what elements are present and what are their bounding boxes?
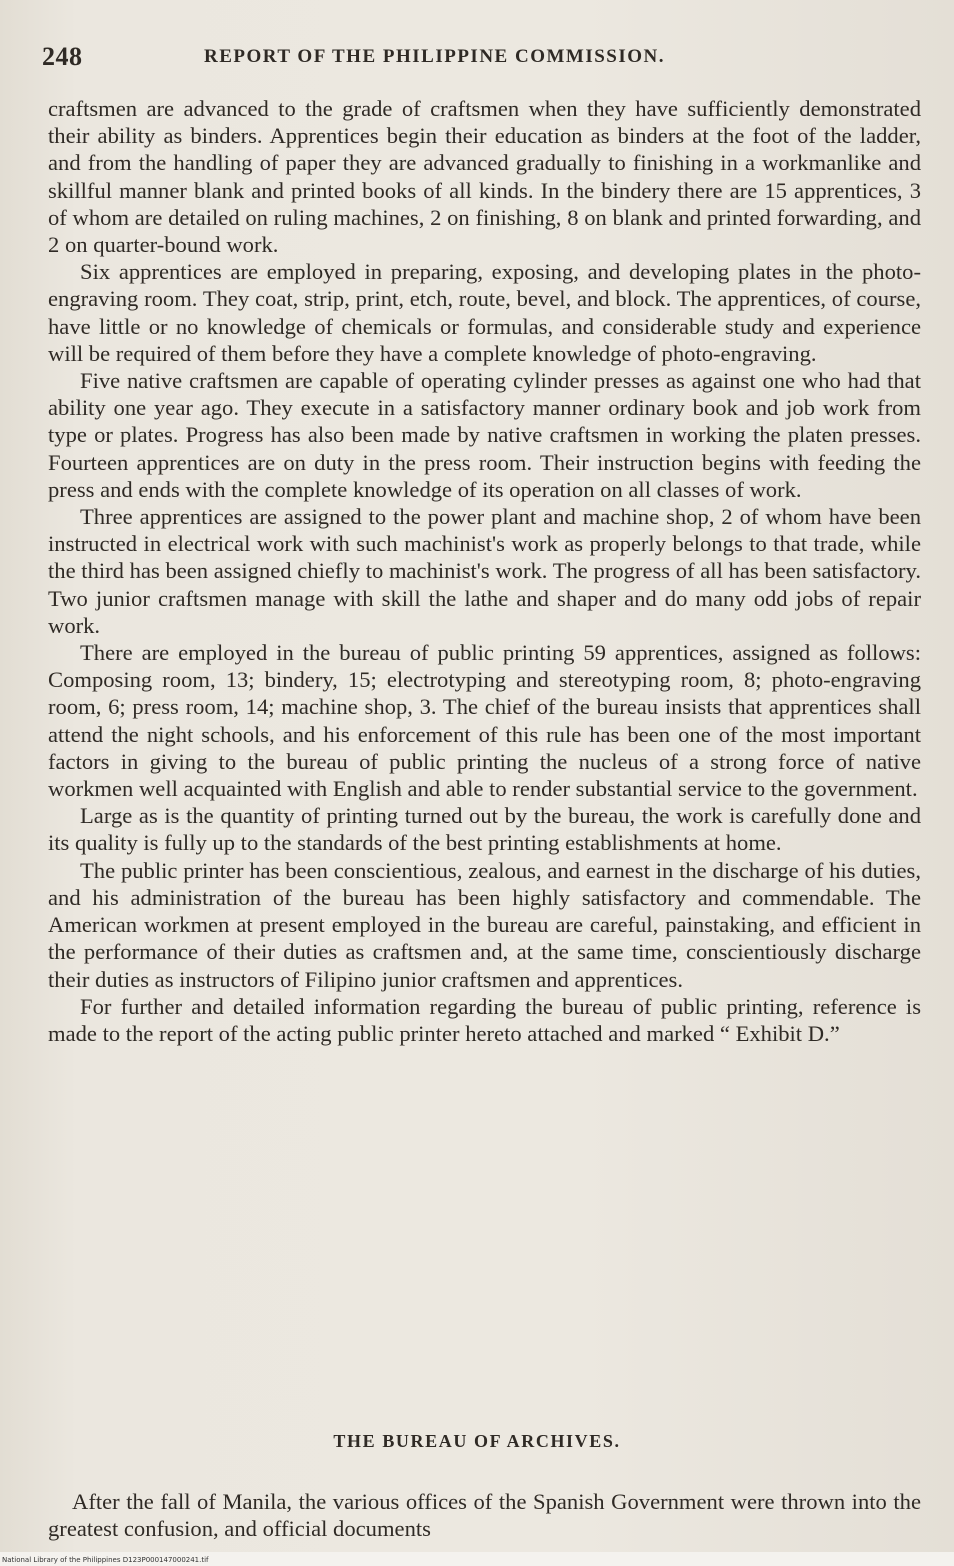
paragraph-continued: craftsmen are advanced to the grade of craftsmen when they have sufficiently demonstrated their ability as binders. Apprentices begin their education as binders at the foot of the ladder, and from the handling of paper they are advanced gradually to finishing in a workmanlike and skillful manner blank and printed books of all kinds. In the bindery there are 15 apprentices, 3 of whom are detailed on ruling machines, 2 on finishing, 8 on blank and printed forwarding, and 2 on quarter-bound work. [48, 96, 921, 258]
scan-credit: National Library of the Philippines D123P000147000241.tif [2, 1556, 209, 1564]
scan-footer [0, 1552, 954, 1566]
paragraph-photo-engraving: Six apprentices are employed in preparing, exposing, and developing plates in the photo-engraving room. They coat, strip, print, etch, route, bevel, and block. The apprentices, of course, have little or no knowledge of chemicals or formulas, and considerable study and experience will be required of them before they have a complete knowledge of photo-engraving. [48, 259, 921, 366]
paragraph-bureau-of-archives: After the fall of Manila, the various offices of the Spanish Government were thrown into the greatest confusion, and official documents [48, 1489, 921, 1542]
paragraph-further-information: For further and detailed information regarding the bureau of public printing, reference is made to the report of the acting public printer hereto attached and marked “ Exhibit D.” [48, 993, 921, 1046]
paragraph-quality: Large as is the quantity of printing turned out by the bureau, the work is carefully done and its quality is fully up to the standards of the best printing establishments at home. [48, 803, 921, 856]
section-body [48, 1488, 921, 1542]
paragraph-press-room: Five native craftsmen are capable of operating cylinder presses as against one who had that ability one year ago. They execute in a satisfactory manner ordinary book and job work from type or plates. Progress has also been made by native craftsmen in working the platen presses. Fourteen apprentices are on duty in the press room. Their instruction begins with feeding the press and ends with the complete knowledge of its operation on all classes of work. [48, 368, 921, 502]
paragraph-machine-shop: Three apprentices are assigned to the power plant and machine shop, 2 of whom have been instructed in electrical work with such machinist's work as properly belongs to that trade, while the third has been assigned chiefly to machinist's work. The progress of all has been satisfactory. Two junior craftsmen manage with skill the lathe and shaper and do many odd jobs of repair work. [48, 504, 921, 638]
page-number: 248 [42, 42, 83, 71]
section-heading: THE BUREAU OF ARCHIVES. [333, 1431, 621, 1451]
body-text [48, 95, 921, 1047]
paragraph-public-printer: The public printer has been conscientious, zealous, and earnest in the discharge of his duties, and his administration of the bureau has been highly satisfactory and commendable. The American workmen at present employed in the bureau are careful, painstaking, and efficient in the performance of their duties as craftsmen and, at the same time, conscientiously discharge their duties as instructors of Filipino junior craftsmen and apprentices. [48, 857, 921, 992]
page-header [42, 38, 916, 72]
running-title: REPORT OF THE PHILIPPINE COMMISSION. [204, 46, 666, 67]
paragraph-apprentices: There are employed in the bureau of public printing 59 apprentices, assigned as follows: Composing room, 13; bindery, 15; electrotyping and stereotyping room, 8; photo-engraving room, 6; press room, 14; machine shop, 3. The chief of the bureau insists that apprentices shall attend the night schools, and his enforcement of this rule has been one of the most important factors in giving to the bureau of public printing the nucleus of a strong force of native workmen well acquainted with English and able to render substantial service to the government. [48, 640, 921, 802]
